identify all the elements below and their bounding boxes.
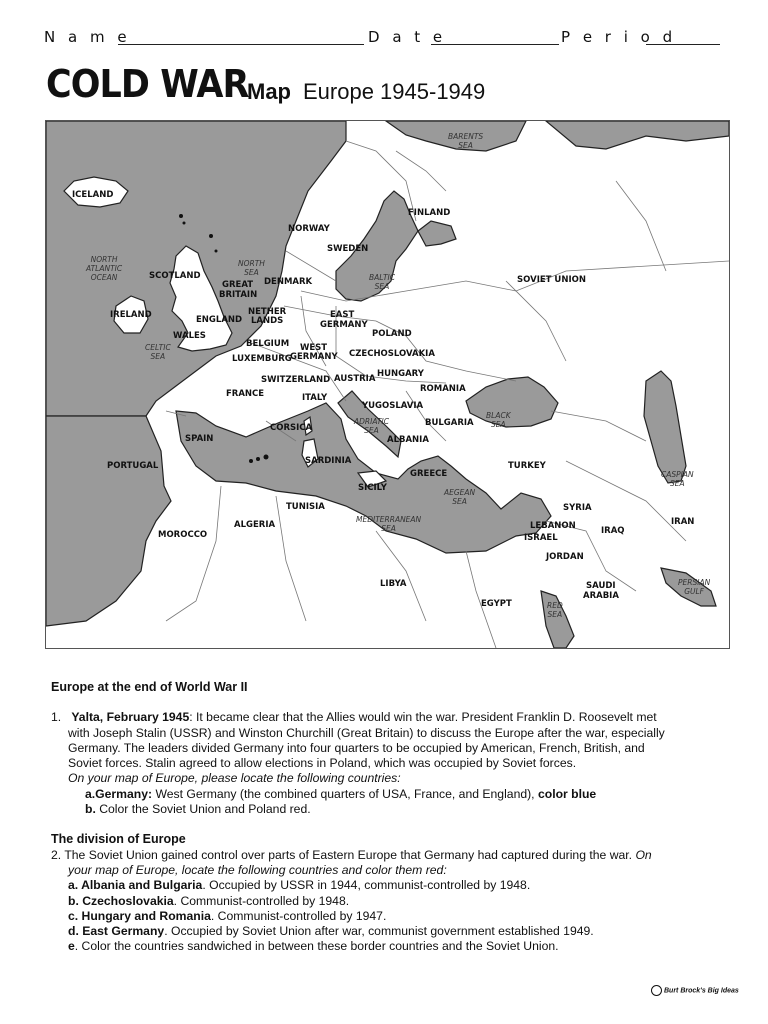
label-north-atlantic: NORTH ATLANTIC OCEAN: [86, 255, 123, 282]
item-c-text: . Communist-controlled by 1947.: [210, 908, 387, 923]
label-scotland: SCOTLAND: [149, 271, 201, 281]
label-east-germany-1: EAST: [330, 310, 355, 320]
date-label: D a t e: [368, 28, 447, 46]
label-finland: FINLAND: [408, 208, 451, 218]
section2-heading: The division of Europe: [51, 832, 186, 847]
section1-heading: Europe at the end of World War II: [51, 680, 248, 694]
label-black-sea: BLACK SEA: [486, 411, 511, 429]
label-hungary: HUNGARY: [377, 369, 424, 379]
label-sweden: SWEDEN: [327, 244, 369, 254]
label-jordan: JORDAN: [546, 552, 584, 562]
label-egypt: EGYPT: [481, 599, 512, 609]
section2-item-e: [51, 939, 731, 954]
section2-item-b: [51, 894, 731, 909]
section2-intro-text: 2. The Soviet Union gained control over parts of Eastern Europe that Germany had captured during the war.: [51, 847, 636, 862]
label-iraq: IRAQ: [601, 526, 625, 536]
student-info-header: [44, 26, 724, 50]
label-great-britain-2: BRITAIN: [219, 290, 258, 300]
label-italy: ITALY: [302, 393, 328, 403]
section1-instruction: On your map of Europe, please locate the following countries:: [68, 771, 401, 786]
label-east-germany-2: GERMANY: [320, 320, 368, 330]
section1-line2: with Joseph Stalin (USSR) and Winston Churchill (Great Britain) to discuss the Europe after the war, especially: [68, 725, 665, 740]
label-aegean-sea: AEGEAN SEA: [444, 488, 476, 506]
label-czechoslovakia: CZECHOSLOVAKIA: [349, 349, 435, 359]
item-d-label: d. East Germany: [68, 924, 165, 939]
section2-instruction: your map of Europe, locate the following countries and color them red:: [68, 862, 447, 877]
label-austria: AUSTRIA: [334, 374, 376, 384]
section2-intro-italic: On: [635, 847, 652, 862]
period-field-line[interactable]: [646, 44, 720, 45]
task-b-text: Color the Soviet Union and Poland red.: [95, 802, 311, 817]
credit-logo: [651, 985, 739, 996]
label-soviet-union: SOVIET UNION: [517, 275, 586, 285]
label-barents-sea: BARENTS SEA: [448, 132, 484, 150]
task-a-color: color blue: [537, 786, 597, 801]
label-iceland: ICELAND: [72, 190, 114, 200]
worksheet-text: [51, 680, 731, 955]
section1-line3: Germany. The leaders divided Germany into four quarters to be occupied by American, French, British, and: [68, 740, 645, 755]
title-map-word: Map: [247, 79, 291, 104]
label-france: FRANCE: [226, 389, 265, 399]
label-romania: ROMANIA: [420, 384, 466, 394]
label-red-sea: RED SEA: [547, 601, 563, 619]
label-adriatic-sea: ADRIATIC SEA: [354, 417, 389, 435]
label-tunisia: TUNISIA: [286, 502, 325, 512]
credit-text: Burt Brock's Big Ideas: [664, 987, 739, 995]
label-west-germany-2: GERMANY: [290, 352, 338, 362]
map-graphic: [46, 121, 729, 648]
label-saudi-arabia-2: ARABIA: [583, 591, 619, 601]
label-syria: SYRIA: [563, 503, 592, 513]
label-sicily: SICILY: [358, 483, 387, 493]
yalta-label: Yalta, February 1945: [71, 710, 190, 725]
label-mediterranean-sea: MEDITERRANEAN SEA: [356, 515, 422, 533]
section2-intro: [51, 848, 731, 863]
label-albania: ALBANIA: [387, 435, 429, 445]
label-ireland: IRELAND: [110, 310, 152, 320]
label-baltic-sea: BALTIC SEA: [369, 273, 395, 291]
label-morocco: MOROCCO: [158, 530, 208, 540]
task-b-label: b.: [85, 802, 96, 817]
item-a-text: . Occupied by USSR in 1944, communist-controlled by 1948.: [202, 878, 531, 893]
section2-item-d: [51, 924, 731, 939]
label-norway: NORWAY: [288, 224, 330, 234]
label-luxemburg: LUXEMBURG: [232, 354, 292, 364]
label-yugoslavia: YUGOSLAVIA: [362, 401, 424, 411]
task-a-label: a.Germany:: [85, 786, 153, 801]
task-a-text: West Germany (the combined quarters of USA, France, and England),: [152, 786, 538, 801]
label-persian-gulf: PERSIAN GULF: [678, 578, 711, 596]
item-c-label: c. Hungary and Romania: [68, 908, 211, 923]
label-west-germany-1: WEST: [300, 343, 328, 353]
worksheet-title: [46, 62, 726, 106]
label-belgium: BELGIUM: [246, 339, 290, 349]
item-e-text: . Color the countries sandwiched in between these border countries and the Soviet Union.: [74, 939, 559, 954]
label-corsica: CORSICA: [270, 423, 313, 433]
task-a: [51, 787, 731, 802]
yalta-text: : It became clear that the Allies would win the war. President Franklin D. Roosevelt met: [189, 710, 657, 725]
section1-item: [51, 710, 731, 725]
label-england: ENGLAND: [196, 315, 243, 325]
item-d-text: . Occupied by Soviet Union after war, communist government established 1949.: [164, 924, 594, 939]
europe-map: [45, 120, 730, 649]
title-cold-war: COLD WAR: [46, 62, 249, 106]
section2-item-c: [51, 909, 731, 924]
label-lebanon: LEBANON: [530, 521, 576, 531]
label-turkey: TURKEY: [508, 461, 546, 471]
label-north-sea: NORTH SEA: [238, 259, 265, 277]
label-sardinia: SARDINIA: [305, 456, 352, 466]
label-celtic-sea: CELTIC SEA: [145, 343, 171, 361]
label-switzerland: SWITZERLAND: [261, 375, 331, 385]
label-netherlands-2: LANDS: [251, 316, 284, 326]
label-spain: SPAIN: [185, 434, 214, 444]
item1-number: 1.: [51, 710, 62, 725]
label-bulgaria: BULGARIA: [425, 418, 474, 428]
label-greece: GREECE: [410, 469, 448, 479]
label-israel: ISRAEL: [524, 533, 558, 543]
label-poland: POLAND: [372, 329, 412, 339]
section2-item-a: [51, 878, 731, 893]
label-caspian-sea: CASPIAN SEA: [661, 470, 694, 488]
name-field-line[interactable]: [118, 44, 364, 45]
label-denmark: DENMARK: [264, 277, 313, 287]
section1-line4: Soviet forces. Stalin agreed to allow elections in Poland, which was occupied by Soviet forces.: [68, 756, 577, 771]
task-b: [51, 802, 731, 817]
name-label: N a m e: [44, 28, 131, 46]
label-great-britain-1: GREAT: [222, 280, 254, 290]
item-a-label: a. Albania and Bulgaria: [68, 878, 203, 893]
label-libya: LIBYA: [380, 579, 407, 589]
label-saudi-arabia-1: SAUDI: [586, 581, 616, 591]
item-e-label: e: [68, 939, 75, 954]
label-algeria: ALGERIA: [234, 520, 276, 530]
label-iran: IRAN: [671, 517, 695, 527]
face-icon: [651, 985, 662, 996]
label-wales: WALES: [173, 331, 206, 341]
item-b-label: b. Czechoslovakia: [68, 893, 174, 908]
date-field-line[interactable]: [431, 44, 559, 45]
label-portugal: PORTUGAL: [107, 461, 159, 471]
item-b-text: . Communist-controlled by 1948.: [173, 893, 350, 908]
label-netherlands-1: NETHER: [248, 307, 287, 317]
period-label: P e r i o d: [561, 28, 677, 46]
title-subtitle: Europe 1945-1949: [303, 79, 486, 104]
